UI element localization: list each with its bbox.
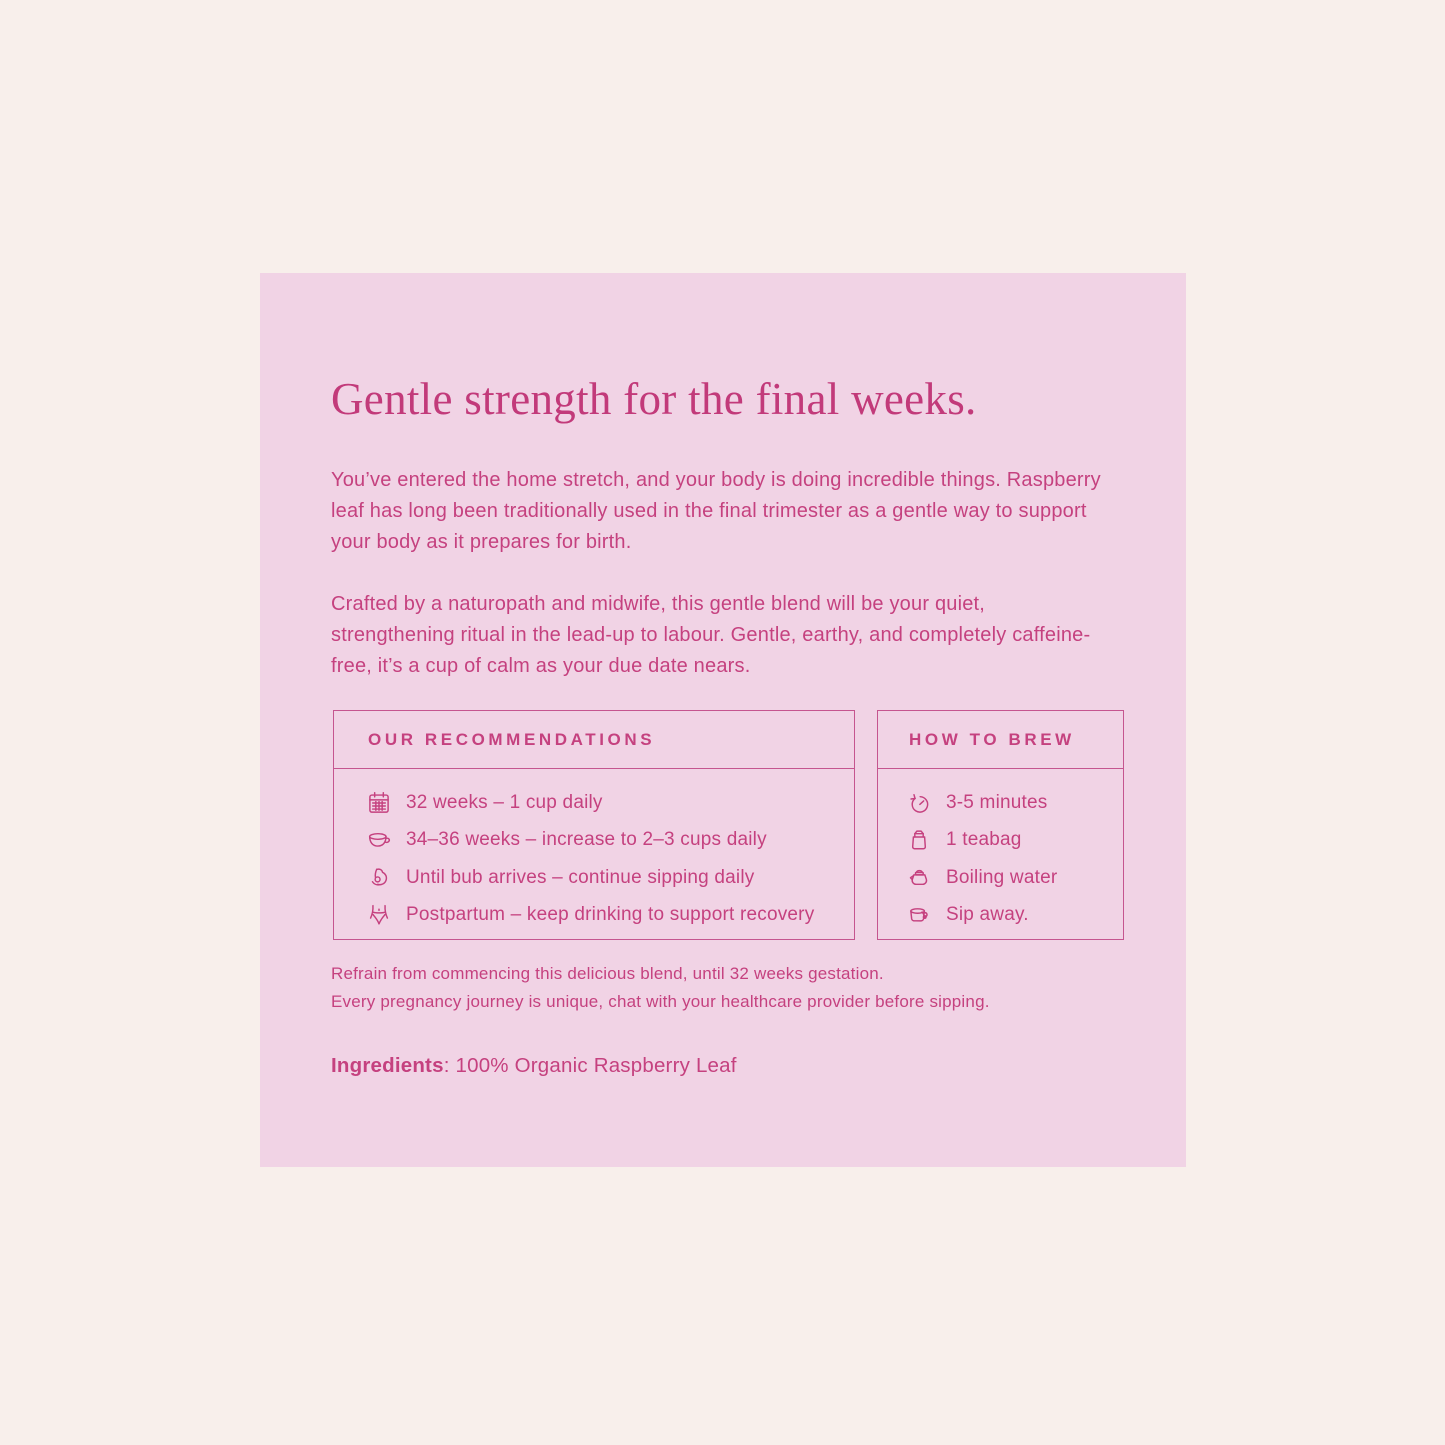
pregnant-belly-icon <box>365 864 393 892</box>
disclaimer-text <box>331 960 990 1016</box>
recommendations-heading: OUR RECOMMENDATIONS <box>334 711 854 769</box>
brew-row <box>905 784 1123 822</box>
ingredients-label: Ingredients <box>331 1054 444 1077</box>
brew-row <box>905 897 1123 935</box>
brew-row <box>905 822 1123 860</box>
brew-row <box>905 859 1123 897</box>
brew-text: Sip away. <box>946 904 1029 926</box>
disclaimer-line-1: Refrain from commencing this delicious blend, until 32 weeks gestation. <box>331 964 884 983</box>
crafted-paragraph: Crafted by a naturopath and midwife, this gentle blend will be your quiet, strengthening ritual in the lead-up to labour. Gentle, earthy, and completely caffeine-free, it’s a cup of calm as your due date nears. <box>331 593 1091 677</box>
brew-text: 3-5 minutes <box>946 791 1048 813</box>
recommendation-row <box>365 822 854 860</box>
recommendation-row <box>365 897 854 935</box>
ingredients-line <box>331 1054 737 1078</box>
recommendations-box <box>333 710 855 940</box>
brew-list <box>878 769 1123 934</box>
teabag-icon <box>905 826 933 854</box>
mug-icon <box>905 901 933 929</box>
kettle-icon <box>905 864 933 892</box>
recommendation-row <box>365 859 854 897</box>
brew-heading: HOW TO BREW <box>878 711 1123 769</box>
recommendation-text: 34–36 weeks – increase to 2–3 cups daily <box>406 829 767 851</box>
brew-text: 1 teabag <box>946 829 1022 851</box>
disclaimer-line-2: Every pregnancy journey is unique, chat with your healthcare provider before sipping. <box>331 992 990 1011</box>
teacup-icon <box>365 826 393 854</box>
recommendation-text: Until bub arrives – continue sipping daily <box>406 866 755 888</box>
timer-icon <box>905 789 933 817</box>
ingredients-value: : 100% Organic Raspberry Leaf <box>443 1054 737 1077</box>
postpartum-body-icon <box>365 901 393 929</box>
brew-text: Boiling water <box>946 866 1058 888</box>
label-title: Gentle strength for the final weeks. <box>331 374 977 425</box>
brew-box <box>877 710 1124 940</box>
intro-paragraph: You’ve entered the home stretch, and your body is doing incredible things. Raspberry leaf has long been traditionally used in the final trimester as a gentle way to support your body as it prepares for birth. <box>331 469 1101 553</box>
info-boxes <box>333 710 1124 940</box>
recommendations-list <box>334 769 854 934</box>
calendar-icon <box>365 789 393 817</box>
label-panel <box>260 273 1186 1167</box>
recommendation-text: 32 weeks – 1 cup daily <box>406 791 603 813</box>
recommendation-row <box>365 784 854 822</box>
recommendation-text: Postpartum – keep drinking to support recovery <box>406 904 815 926</box>
